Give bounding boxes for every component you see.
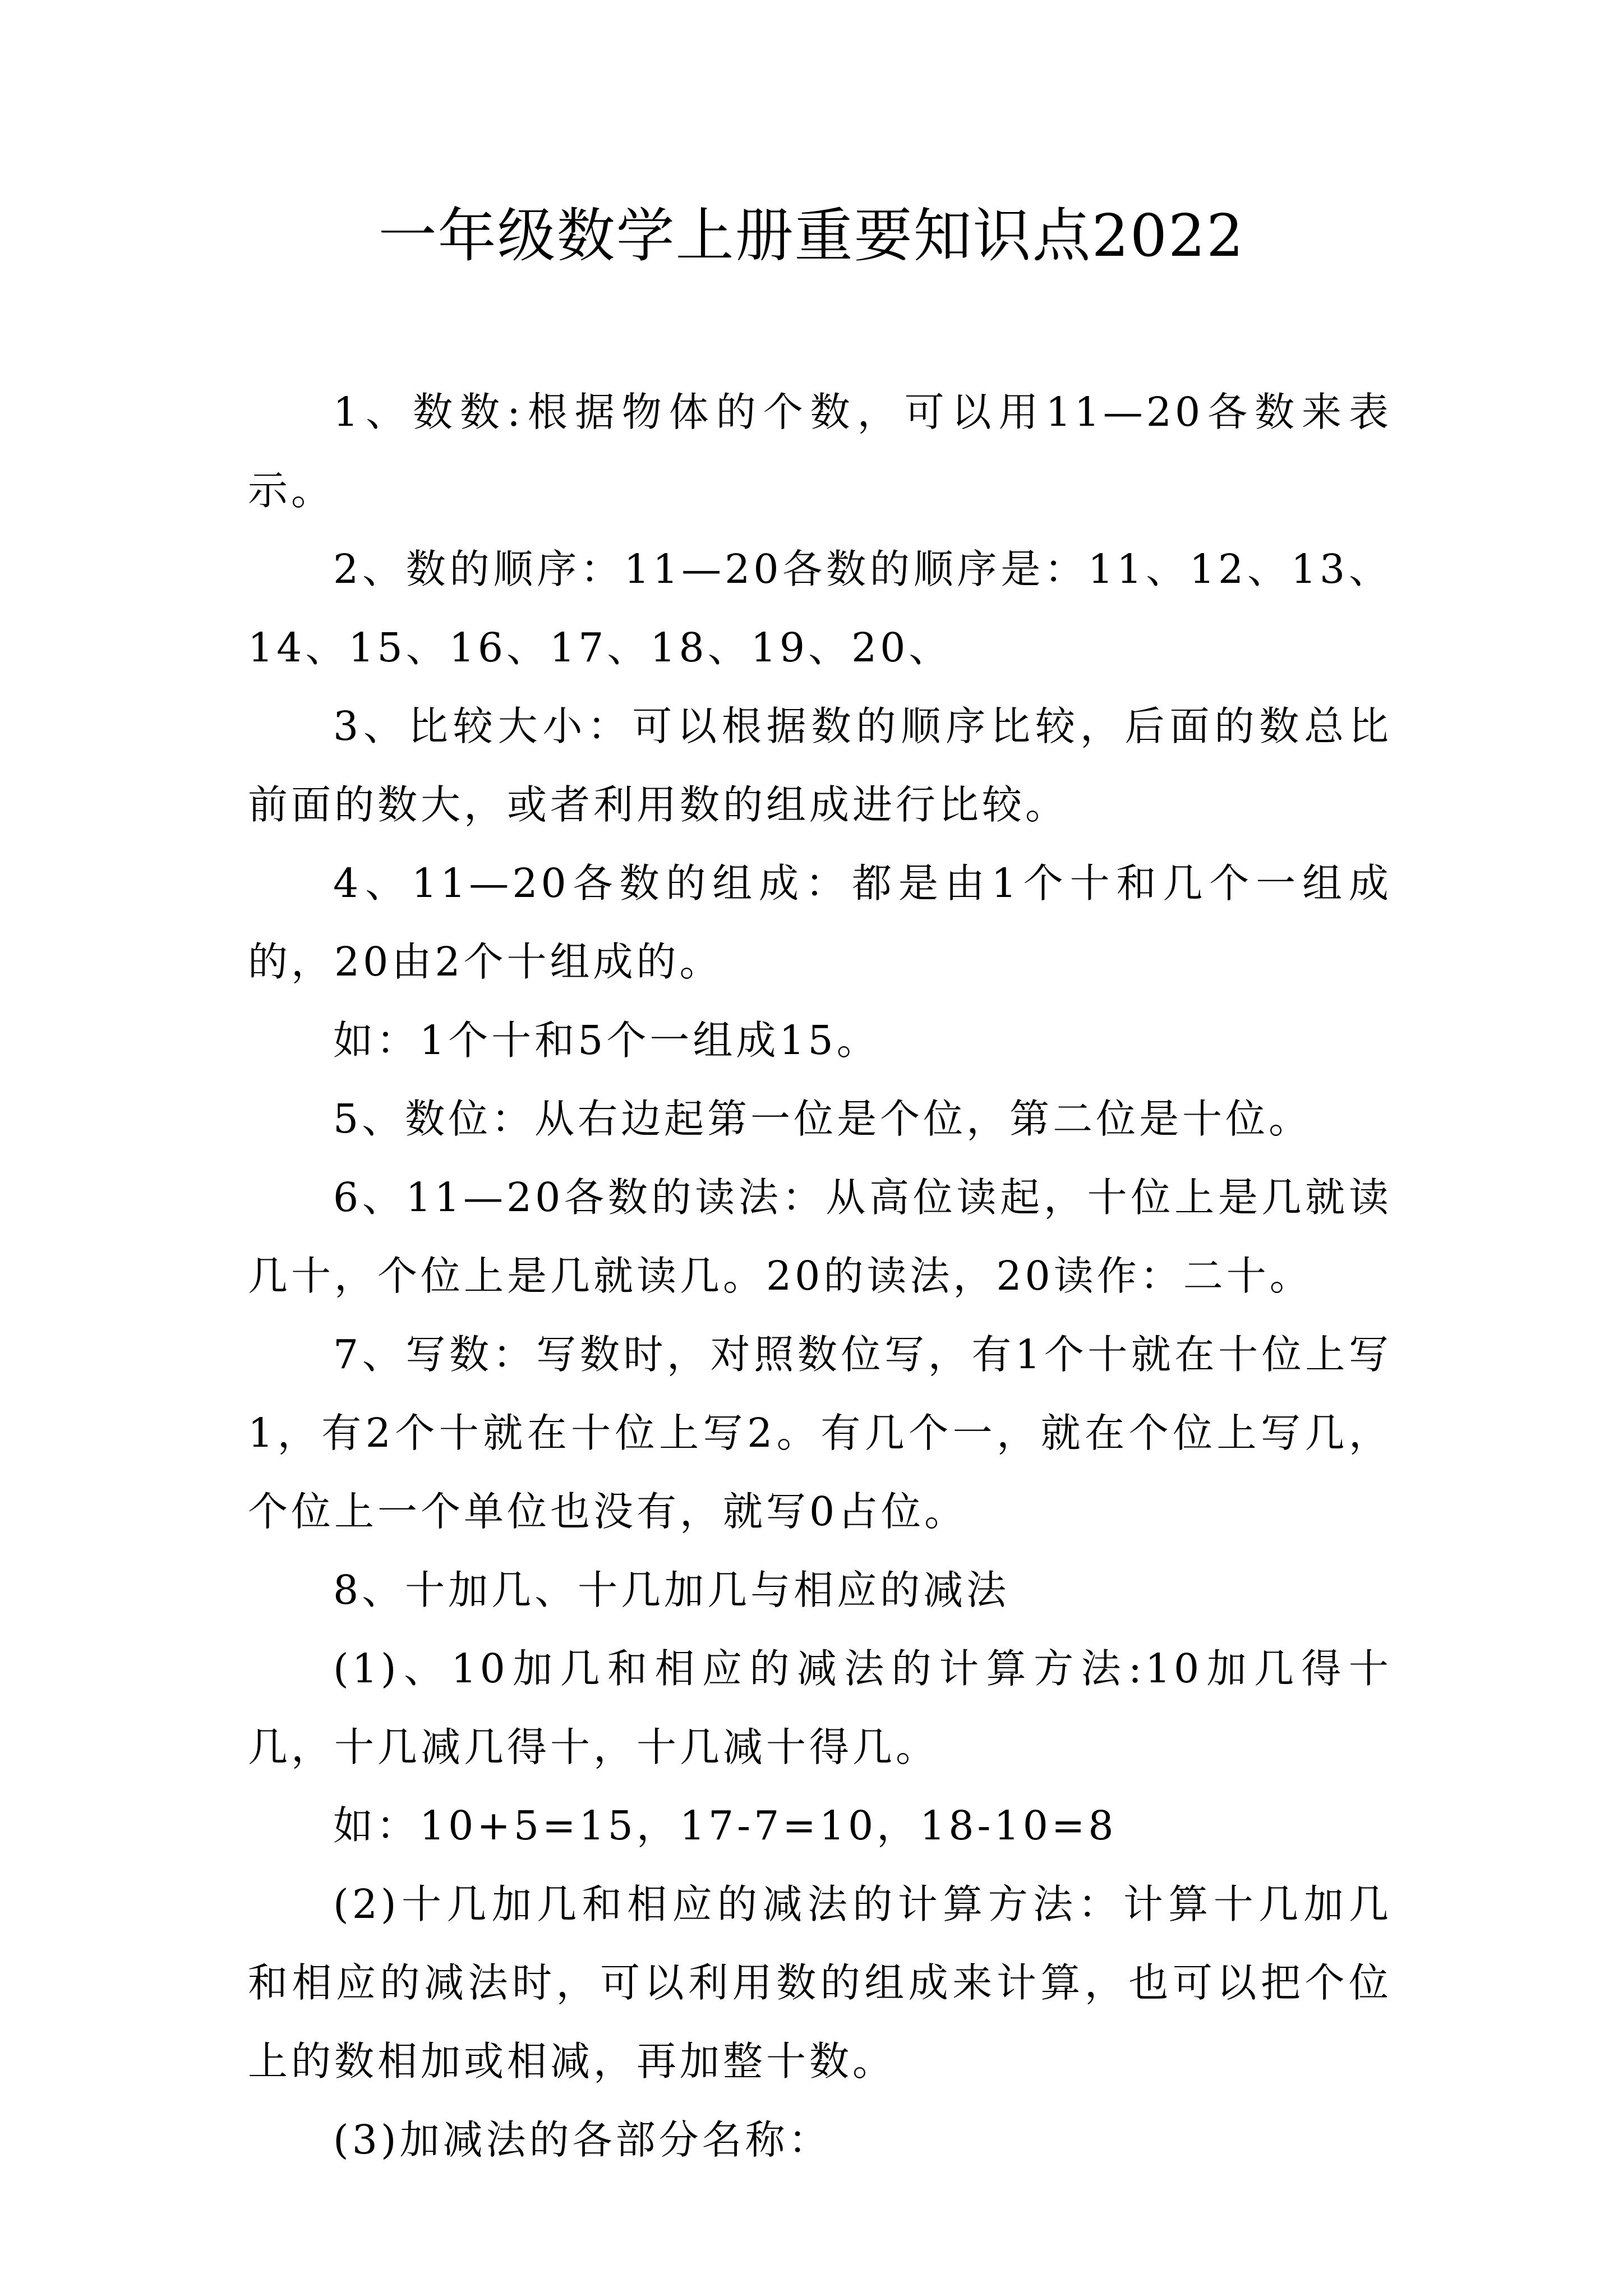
paragraph-addition-subtraction-heading: 8、十加几、十几加几与相应的减法 [333, 1567, 1010, 1613]
paragraph-number-composition: 4、11—20各数的组成：都是由1个十和几个一组成的，20由2个十组成的。 [248, 860, 1392, 985]
paragraph-calculation-example: 如：10+5=15，17-7=10，18-10=8 [333, 1802, 1117, 1849]
document-body [248, 373, 1392, 2179]
paragraph-part-names: (3)加减法的各部分名称： [333, 2116, 832, 2163]
paragraph-reading-numbers: 6、11—20各数的读法：从高位读起，十位上是几就读几十，个位上是几就读几。20的读法，20读作：二十。 [248, 1174, 1392, 1299]
paragraph-number-order: 2、数的顺序：11—20各数的顺序是：11、12、13、14、15、16、17、18、19、20、 [248, 546, 1392, 671]
paragraph-writing-numbers: 7、写数：写数时，对照数位写，有1个十就在十位上写1，有2个十就在十位上写2。有几个一，就在个位上写几，个位上一个单位也没有，就写0占位。 [248, 1331, 1392, 1535]
paragraph-ten-plus-method: (1)、10加几和相应的减法的计算方法:10加几得十几，十几减几得十，十几减十得几。 [248, 1645, 1392, 1770]
paragraph-compare-size: 3、比较大小：可以根据数的顺序比较，后面的数总比前面的数大，或者利用数的组成进行比较。 [248, 703, 1392, 828]
paragraph-composition-example: 如：1个十和5个一组成15。 [333, 1017, 880, 1064]
paragraph-counting: 1、数数:根据物体的个数，可以用11—20各数来表示。 [248, 389, 1392, 514]
document-title: 一年级数学上册重要知识点2022 [378, 201, 1245, 270]
paragraph-teens-plus-method: (2)十几加几和相应的减法的计算方法：计算十几加几和相应的减法时，可以利用数的组成来计算，也可以把个位上的数相加或相减，再加整十数。 [248, 1881, 1392, 2085]
paragraph-place-value: 5、数位：从右边起第一位是个位，第二位是十位。 [333, 1096, 1312, 1142]
